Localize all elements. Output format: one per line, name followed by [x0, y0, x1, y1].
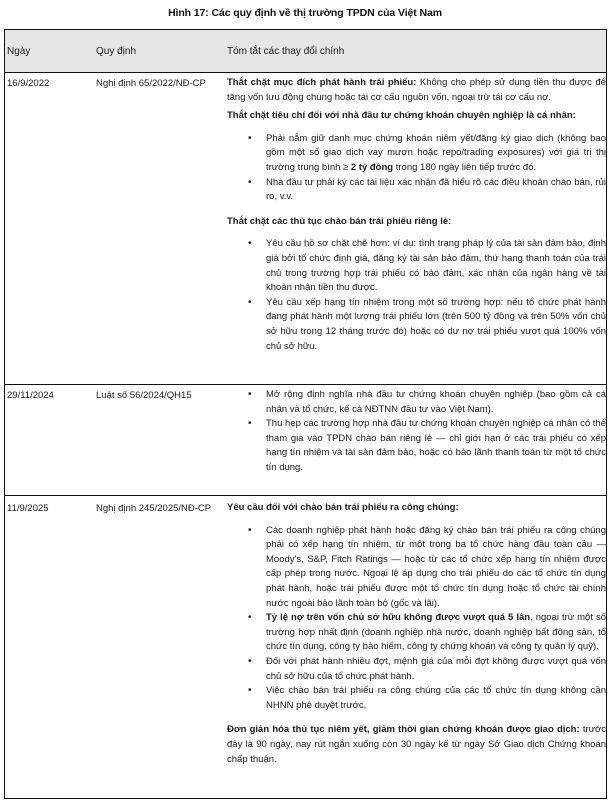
table-row — [5, 385, 606, 496]
list-item: • Thu hẹp các trường hợp nhà đầu tư chứng khoán chuyên nghiệp cá nhân có thể tham gia vào TPDN chào bán riêng lẻ — chỉ giới hạn ở các trái phiếu có xếp hạng tín nhiệm và tài sản đảm bảo, hoặc có bảo lãnh thanh toán từ một tổ chức tín dụng. — [227, 417, 606, 475]
list-item: • Yêu cầu xếp hạng tín nhiệm trong một số trường hợp: nếu tổ chức phát hành đang phát hành một lượng trái phiếu lớn (trên 500 tỷ đồng và trên 50% vốn chủ sở hữu trong 12 tháng trước đó) hoặc có dư nợ trái phiếu vượt quá 100% vốn chủ sở hữu. — [227, 296, 606, 354]
table-row — [5, 496, 606, 799]
list-item: • Yêu cầu hồ sơ chặt chẽ hơn: ví dụ: tình trạng pháp lý của tài sản đảm bảo, định giá bởi tổ chức định giá, đăng ký tài sản bảo đảm, thứ hạng thanh toán của trái chủ trong trường hợp trái phiếu có bảo đảm, xác nhận của ngân hàng về tài khoản nhận tiền thu được. — [227, 237, 606, 295]
summary-heading: Thắt chặt các thủ tục chào bán trái phiếu riêng lẻ: — [227, 215, 452, 227]
list-item: • Đối với phát hành nhiều đợt, mệnh giá của mỗi đợt không được vượt quá vốn chủ sở hữu của tổ chức phát hành. — [227, 655, 606, 684]
bullet-list — [227, 237, 606, 354]
row-date: 16/9/2022 — [7, 78, 50, 89]
list-item: • Phải nắm giữ danh mục chứng khoán niêm yết/đăng ký giao dịch (không bao gồm một số giao dịch vay mượn hoặc repo/trading exposures) với giá trị thị trường trung bình ≥ 2 tỷ đồng trong 180 ngày liên tiếp trước đó. — [227, 132, 606, 176]
table-row — [5, 73, 606, 385]
row-date: 11/9/2025 — [7, 503, 49, 514]
list-item: • Các doanh nghiệp phát hành hoặc đăng ký chào bán trái phiếu ra công chúng phải có xếp hạng tín nhiệm, từ một trong ba tổ chức hàng đầu toàn cầu — Moody's, S&P, Fitch Ratings — hoặc từ các tổ chức xếp hạng tín nhiệm được cấp phép trong nước. Ngoại lệ áp dụng cho trái phiếu do các tổ chức tín dụng phát hành, hoặc trái phiếu được một tổ chức tín dụng hoặc tổ chức tài chính nước ngoài bảo lãnh toàn bộ (gốc và lãi). — [227, 524, 606, 612]
regulations-table — [4, 29, 607, 799]
bullet-list — [227, 388, 606, 476]
row-summary — [227, 76, 606, 360]
row-summary — [227, 501, 606, 771]
table-header — [5, 30, 606, 73]
row-regulation: Nghị định 65/2022/NĐ-CP — [96, 78, 206, 89]
summary-heading: Thắt chặt tiêu chí đối với nhà đầu tư chứng khoán chuyên nghiệp là cá nhân: — [227, 110, 576, 122]
list-item: • Mở rộng định nghĩa nhà đầu tư chứng khoán chuyên nghiệp (bao gồm cả cá nhân và tổ chức, kể cả NĐTNN đầu tư vào Việt Nam). — [227, 388, 606, 417]
list-item: • Việc chào bán trái phiếu ra công chúng của các tổ chức tín dụng không cần NHNN phê duyệt trước. — [227, 684, 606, 713]
summary-heading: Yêu cầu đối với chào bán trái phiếu ra công chúng: — [227, 502, 459, 513]
list-item: • Tỷ lệ nợ trên vốn chủ sở hữu không được vượt quá 5 lần, ngoại trừ một số trường hợp nhất định (doanh nghiệp nhà nước, doanh nghiệp bất động sản, tổ chức tín dụng, công ty bảo hiểm, công ty chứng khoán và công ty quản lý quỹ). — [227, 611, 606, 655]
row-date: 29/11/2024 — [7, 390, 54, 401]
header-date: Ngày — [7, 46, 31, 57]
summary-paragraph: Đơn giản hóa thủ tục niêm yết, giảm thời gian chứng khoán được giao dịch: trước đây là 90 ngày, nay rút ngắn xuống còn 30 ngày kể từ ngày Sở Giao dịch Chứng khoán chấp thuận. — [227, 724, 606, 765]
bullet-list — [227, 524, 606, 714]
figure-title: Hình 17: Các quy định về thị trường TPDN của Việt Nam — [168, 7, 442, 19]
row-summary — [227, 388, 606, 482]
row-regulation: Nghị định 245/2025/NĐ-CP — [96, 503, 212, 514]
header-regulation: Quy định — [96, 46, 137, 57]
bullet-list — [227, 132, 606, 205]
list-item: • Nhà đầu tư phải ký các tài liệu xác nhận đã hiểu rõ các điều khoản chào bán, rủi ro, v.v. — [227, 176, 606, 205]
header-summary: Tóm tắt các thay đổi chính — [227, 46, 345, 57]
summary-paragraph: Thắt chặt mục đích phát hành trái phiếu: Không cho phép sử dụng tiền thu được để tăng vốn lưu động chung hoặc tái cơ cấu nguồn vốn, ngoại trừ tái cơ cấu nợ. — [227, 77, 606, 103]
row-regulation: Luật số 56/2024/QH15 — [96, 390, 192, 401]
